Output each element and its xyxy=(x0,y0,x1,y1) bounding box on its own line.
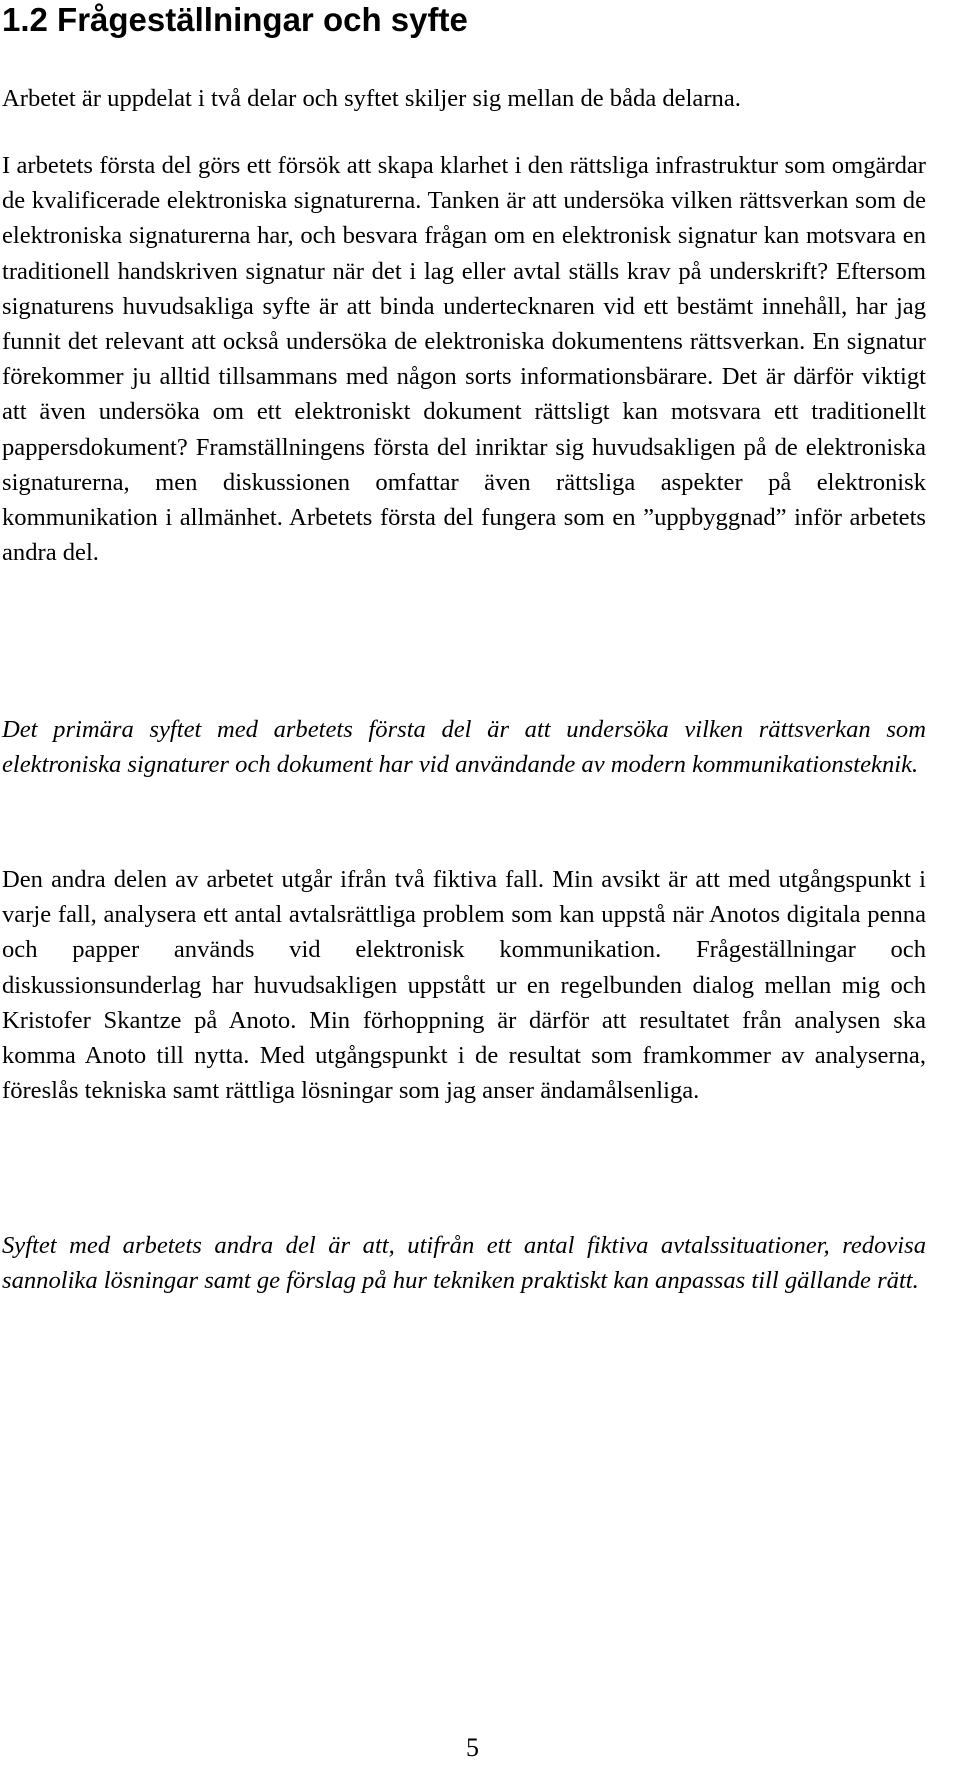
paragraph-part-two: Den andra delen av arbetet utgår ifrån två fiktiva fall. Min avsikt är att med utgångspunkt i varje fall, analysera ett antal avtalsrättliga problem som kan uppstå när Anotos digitala penna och papper används vid elektronisk kommunikation. Frågeställningar och diskussionsunderlag har huvudsakligen uppstått ur en regelbunden dialog mellan mig och Kristofer Skantze på Anoto. Min förhoppning är därför att resultatet från analysen ska komma Anoto till nytta. Med utgångspunkt i de resultat som framkommer av analyserna, föreslås tekniska samt rättliga lösningar som jag anser ändamålsenliga. xyxy=(2,866,926,1105)
section-heading: 1.2 Frågeställningar och syfte xyxy=(2,1,468,38)
paragraph-part-one: I arbetets första del görs ett försök att skapa klarhet i den rättsliga infrastruktur som omgärdar de kvalificerade elektroniska signaturerna. Tanken är att undersöka vilken rättsverkan som de elektroniska signaturerna har, och besvara frågan om en elektronisk signatur kan motsvara en traditionell handskriven signatur när det i lag eller avtal ställs krav på underskrift? Eftersom signaturens huvudsakliga syfte är att binda undertecknaren vid ett bestämt innehåll, har jag funnit det relevant att också undersöka de elektroniska dokumentens rättsverkan. En signatur förekommer ju alltid tillsammans med någon sorts informationsbärare. Det är därför viktigt att även undersöka om ett elektroniskt dokument rättsligt kan motsvara ett traditionellt pappersdokument? Framställningens första del inriktar sig huvudsakligen på de elektroniska signaturerna, men diskussionen omfattar även rättsliga aspekter på elektronisk kommunikation i allmänhet. Arbetets första del fungera som en ”uppbyggnad” inför arbetets andra del. xyxy=(2,152,926,567)
page-number: 5 xyxy=(466,1733,479,1762)
paragraph-intro: Arbetet är uppdelat i två delar och syftet skiljer sig mellan de båda delarna. xyxy=(2,85,741,112)
paragraph-purpose-part-one: Det primära syftet med arbetets första del är att undersöka vilken rättsverkan som elektroniska signaturer och dokument har vid användande av modern kommunikationsteknik. xyxy=(2,716,926,779)
paragraph-purpose-part-two: Syftet med arbetets andra del är att, utifrån ett antal fiktiva avtalssituationer, redovisa sannolika lösningar samt ge förslag på hur tekniken praktiskt kan anpassas till gällande rätt. xyxy=(2,1232,926,1295)
